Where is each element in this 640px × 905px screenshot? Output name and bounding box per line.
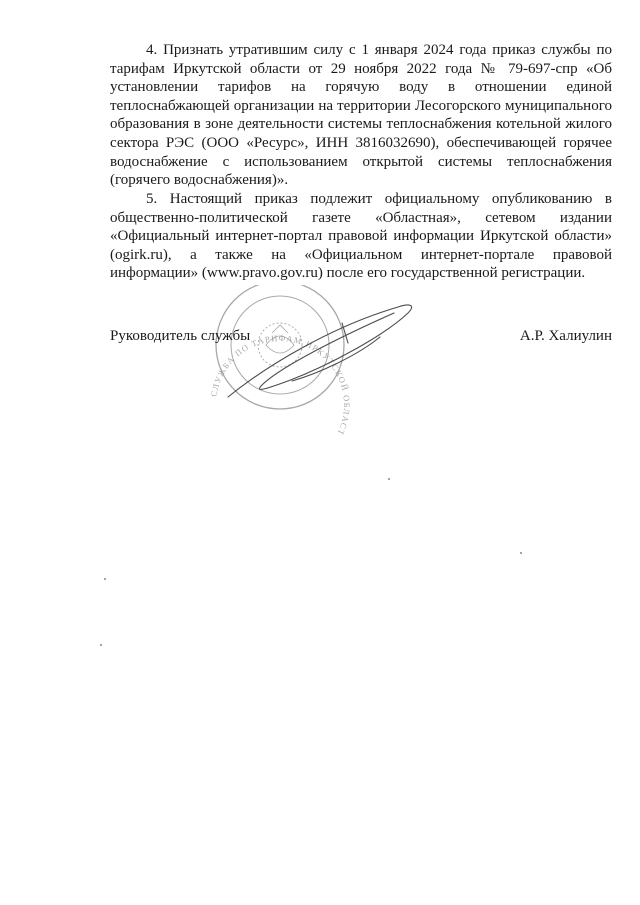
- scan-speck: [100, 644, 102, 646]
- signatory-position: Руководитель службы: [110, 328, 251, 344]
- seal-signature-graphic: [170, 285, 440, 435]
- seal-outer-ring: [216, 285, 344, 409]
- official-seal-stamp: [170, 285, 440, 435]
- scan-speck: [104, 578, 106, 580]
- signatory-name: А.Р. Халиулин: [519, 328, 612, 344]
- scan-speck: [520, 552, 522, 554]
- paragraph-item-4: 4. Признать утратившим силу с 1 января 2024 года приказ службы по тарифам Иркутской области от 29 ноября 2022 года № 79-697-спр «Об установлении тарифов на горячую воду в отношении единой теплоснабжающей организации на территории Лесогорского муниципального образования в зоне деятельности системы теплоснабжения котельной жилого сектора РЭС (ООО «Ресурс», ИНН 3816032690), обеспечивающей горячее водоснабжение с использованием открытой системы теплоснабжения (горячего водоснабжения)».: [110, 42, 612, 189]
- paragraph-item-5: 5. Настоящий приказ подлежит официальному опубликованию в общественно-политической газете «Областная», сетевом издании «Официальный интернет-портал правовой информации Иркутской области» (ogirk.ru), а также на «Официальном интернет-портале правовой информации» (www.pravo.gov.ru) после его государственной регистрации.: [110, 191, 612, 282]
- svg-text:СЛУЖБА ПО ТАРИФАМ ИРКУТСКОЙ ОБ: СЛУЖБА ПО ТАРИФАМ ИРКУТСКОЙ ОБЛАСТ: [208, 332, 353, 435]
- scan-speck: [388, 478, 390, 480]
